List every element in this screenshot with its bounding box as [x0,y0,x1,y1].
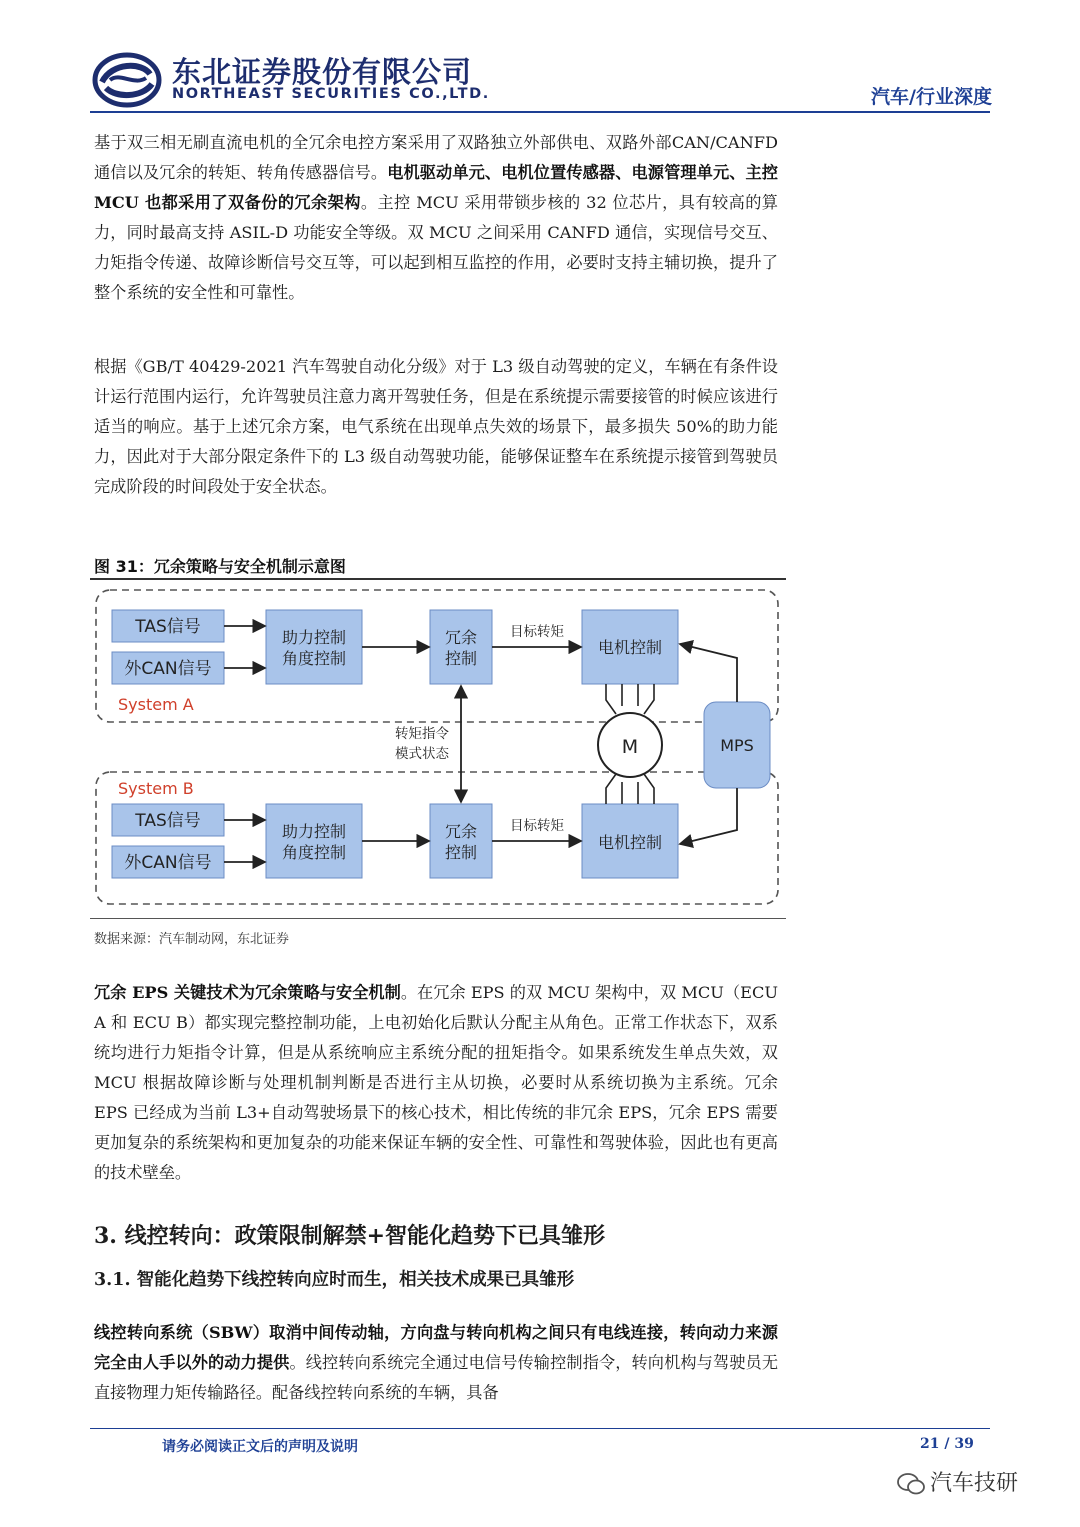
control-label-a: 控制 [444,649,478,668]
paragraph-redundant-control [94,128,778,308]
redundant-control-box-a [430,610,492,684]
redundancy-diagram [90,582,786,916]
system-b-label: System B [118,779,194,798]
paragraph-text: 。主控 MCU 采用带锁步核的 32 位芯片，具有较高的算力，同时最高支持 ASIL-D 功能安全等级。双 MCU 之间采用 CANFD 通信，实现信号交互、力矩指令传递、故障诊断信号交互等，可以起到相互监控的作用，必要时支持主辅切换，提升了整个系统的安全性和可靠性。 [94,193,778,302]
motor-label: M [621,736,639,758]
paragraph-text: 。在冗余 EPS 的双 MCU 架构中，双 MCU（ECU A 和 ECU B）都实现完整控制功能，上电初始化后默认分配主从角色。正常工作状态下，双系统均进行力矩指令计算，但是从系统响应主系统分配的扭矩指令。如果系统发生单点失效，双 MCU 根据故障诊断与处理机制判断是否进行主从切换，必要时从系统切换为主系统。冗余 EPS 已经成为当前 L3+自动驾驶场景下的核心技术，相比传统的非冗余 EPS，冗余 EPS 需要更加复杂的系统架构和更加复杂的功能来保证车辆的安全性、可靠性和驾驶体验，因此也有更高的技术壁垒。 [94,983,778,1182]
mode-status-label: 模式状态 [395,746,449,762]
tas-signal-label-a: TAS信号 [135,617,201,637]
section-heading: 3. 线控转向：政策限制解禁+智能化趋势下已具雏形 [94,1223,606,1249]
assist-control-box-a [266,610,362,684]
footer-divider [90,1428,990,1429]
section-tag: 汽车/行业深度 [871,86,992,108]
motor-control-label-a: 电机控制 [597,638,663,657]
redundant-control-box-b [430,804,492,878]
mps-label: MPS [720,736,754,755]
motor-control-label-b: 电机控制 [597,833,663,852]
footer-disclaimer: 请务必阅读正文后的声明及说明 [162,1439,358,1455]
wechat-icon [896,1471,926,1497]
system-a-label: System A [118,695,194,714]
angle-control-label-a: 角度控制 [281,649,347,668]
watermark [896,1466,1018,1497]
ext-can-label-a: 外CAN信号 [124,659,212,679]
paragraph-key-technology [94,978,778,1188]
company-logo-icon [92,52,162,108]
company-name-cn: 东北证券股份有限公司 [172,55,473,89]
assist-control-label-b: 助力控制 [281,822,347,841]
target-torque-label-b: 目标转矩 [510,818,564,834]
paragraph-bold-text: 电机驱动单元、电机位置传感器、电源管理单元、主控 MCU 也都采用了双备份的冗余架构 [94,163,778,212]
control-label-b: 控制 [444,843,478,862]
figure-bottom-rule [90,918,786,919]
paragraph-text: 。线控转向系统完全通过电信号传输控制指令，转向机构与驾驶员无直接物理力矩传输路径。配备线控转向系统的车辆，具备 [94,1353,779,1402]
redundant-label-b: 冗余 [444,822,478,841]
redundant-label-a: 冗余 [444,628,478,647]
figure-source: 数据来源：汽车制动网，东北证券 [94,932,290,947]
page-number: 21 / 39 [920,1436,974,1452]
target-torque-label-a: 目标转矩 [510,624,564,640]
subsection-heading: 3.1. 智能化趋势下线控转向应时而生，相关技术成果已具雏形 [94,1270,575,1290]
paragraph-sbw [94,1318,778,1408]
company-name-en: NORTHEAST SECURITIES CO.,LTD. [172,86,490,102]
header-divider [90,111,990,113]
paragraph-bold-text: 冗余 EPS 关键技术为冗余策略与安全机制 [94,983,401,1002]
torque-command-label: 转矩指令 [395,726,449,742]
angle-control-label-b: 角度控制 [281,843,347,862]
assist-control-box-b [266,804,362,878]
tas-signal-label-b: TAS信号 [135,811,201,831]
paragraph-l3-definition: 根据《GB/T 40429-2021 汽车驾驶自动化分级》对于 L3 级自动驾驶的定义，车辆在有条件设计运行范围内运行，允许驾驶员注意力离开驾驶任务，但是在系统提示需要接管的时候应该进行适当的响应。基于上述冗余方案，电气系统在出现单点失效的场景下，最多损失 50%的助力能力，因此对于大部分限定条件下的 L3 级自动驾驶功能，能够保证整车在系统提示接管到驾驶员完成阶段的时间段处于安全状态。 [94,357,778,496]
ext-can-label-b: 外CAN信号 [124,853,212,873]
paragraph-text: 基于双三相无刷直流电机的全冗余电控方案采用了双路独立外部供电、双路外部CAN/CANFD 通信以及冗余的转矩、转角传感器信号。 [94,133,778,182]
paragraph-bold-text: 线控转向系统（SBW）取消中间传动轴，方向盘与转向机构之间只有电线连接，转向动力来源完全由人手以外的动力提供 [94,1323,778,1372]
figure-top-rule [90,578,786,580]
watermark-text: 汽车技研 [930,1471,1019,1496]
assist-control-label-a: 助力控制 [281,628,347,647]
figure-title: 图 31：冗余策略与安全机制示意图 [94,557,346,576]
